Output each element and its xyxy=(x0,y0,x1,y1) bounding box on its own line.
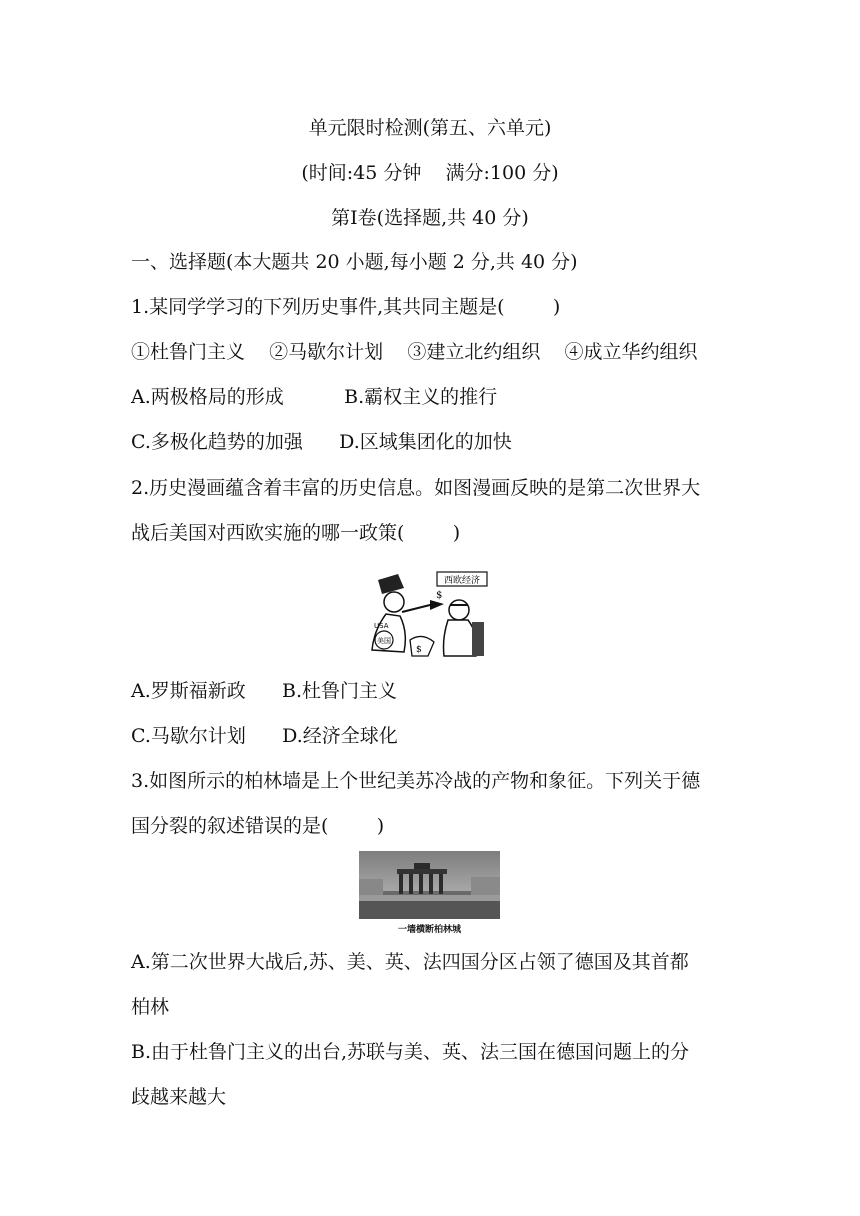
q2-stem-line2: 战后美国对西欧实施的哪一政策( ) xyxy=(131,522,461,544)
q3-option-a-line1: A.第二次世界大战后,苏、美、英、法四国分区占领了德国及其首都 xyxy=(131,951,689,973)
cartoon-sign-text: 西欧经济 xyxy=(443,576,481,586)
q1-items: ①杜鲁门主义 ②马歇尔计划 ③建立北约组织 ④成立华约组织 xyxy=(131,341,698,363)
cartoon-dollar-2: $ xyxy=(416,645,422,655)
q3-option-a-line2: 柏林 xyxy=(131,996,170,1018)
cartoon-bag-text: 美国 xyxy=(377,637,391,645)
berlin-wall-photo xyxy=(359,851,500,919)
q3-stem-line2: 国分裂的叙述错误的是( ) xyxy=(131,815,385,837)
q3-stem-line1: 3.如图所示的柏林墙是上个世纪美苏冷战的产物和象征。下列关于德 xyxy=(131,770,701,792)
section-title: 第Ⅰ卷(选择题,共 40 分) xyxy=(331,207,529,229)
cartoon-dollar-1: $ xyxy=(436,590,443,601)
exam-time-info: (时间:45 分钟 满分:100 分) xyxy=(301,162,559,184)
photo-caption: 一墙横断柏林城 xyxy=(397,925,461,935)
q1-options-row1: A.两极格局的形成 B.霸权主义的推行 xyxy=(131,386,498,408)
marshall-plan-cartoon xyxy=(364,570,490,660)
q2-options-row1: A.罗斯福新政 B.杜鲁门主义 xyxy=(131,680,398,702)
q1-options-row2: C.多极化趋势的加强 D.区域集团化的加快 xyxy=(131,431,512,453)
q2-stem-line1: 2.历史漫画蕴含着丰富的历史信息。如图漫画反映的是第二次世界大 xyxy=(131,477,701,499)
q3-option-b-line2: 歧越来越大 xyxy=(131,1086,227,1108)
part-heading: 一、选择题(本大题共 20 小题,每小题 2 分,共 40 分) xyxy=(131,251,578,273)
q2-options-row2: C.马歇尔计划 D.经济全球化 xyxy=(131,725,398,747)
cartoon-hat-text: USA xyxy=(374,622,389,630)
page-title: 单元限时检测(第五、六单元) xyxy=(308,117,552,139)
q3-option-b-line1: B.由于杜鲁门主义的出台,苏联与美、英、法三国在德国问题上的分 xyxy=(131,1041,690,1063)
q1-stem: 1.某同学学习的下列历史事件,其共同主题是( ) xyxy=(131,296,561,318)
